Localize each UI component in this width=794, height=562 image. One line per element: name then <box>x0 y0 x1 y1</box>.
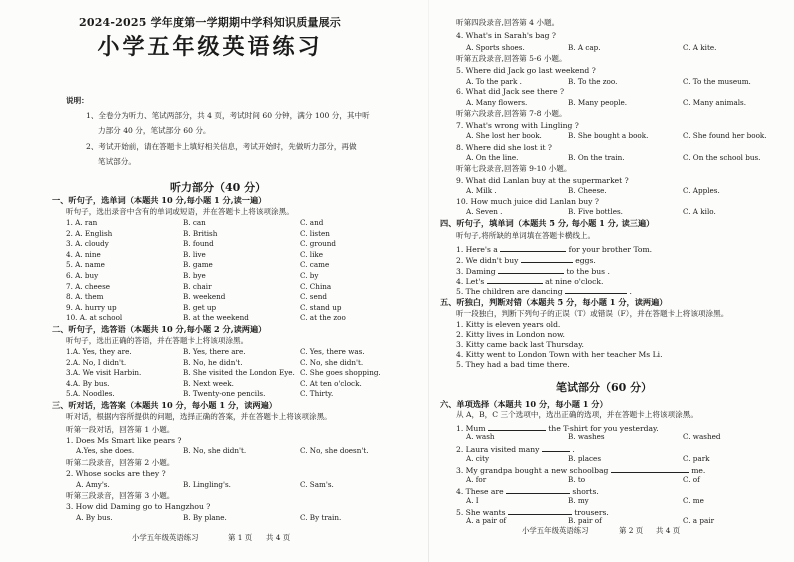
fill-blank-text: 2. We didn't buy <box>456 256 519 265</box>
question-text: 2. Whose socks are they ? <box>66 469 166 478</box>
answer-option: B. chair <box>183 281 212 291</box>
answer-option: A. By bus. <box>76 513 113 522</box>
answer-option: 1.A. Yes, they are. <box>66 347 132 356</box>
answer-blank[interactable] <box>498 266 564 274</box>
answer-blank[interactable] <box>611 465 689 473</box>
mc-question <box>456 465 705 475</box>
answer-blank[interactable] <box>506 486 570 494</box>
answer-option: B. By plane. <box>183 513 227 522</box>
answer-option: C. stand up <box>300 302 342 312</box>
answer-option: 2. A. English <box>66 228 113 238</box>
answer-option: 2.A. No, I didn't. <box>66 357 127 367</box>
answer-option: 3.A. We visit Harbin. <box>66 368 142 378</box>
fill-blank-text: 4. Let's <box>456 277 485 286</box>
question-text: me. <box>691 466 706 475</box>
section-2-desc: 听句子，选出正确的答语，并在答题卡上将该项涂黑。 <box>66 336 249 345</box>
answer-option: C. by <box>300 271 319 280</box>
answer-option: 5. A. name <box>66 260 105 270</box>
answer-option: C. No, she didn't. <box>300 357 364 367</box>
question-text: the T-shirt for you yesterday. <box>548 424 659 433</box>
answer-option: B. Five bottles. <box>568 207 623 216</box>
answer-option: C. Many animals. <box>683 98 747 107</box>
section-5-desc: 听一段独白，判断下列句子的正误（T）或错误（F），并在答题卡上将该项涂黑。 <box>456 309 729 318</box>
answer-option: 6. A. buy <box>66 271 99 280</box>
fill-blank-item <box>456 286 632 296</box>
dialog-intro: 听第五段录音,回答第 5-6 小题。 <box>456 54 567 63</box>
statement-item: 4. Kitty went to London Town with her teacher Ms Li. <box>456 350 663 359</box>
answer-option: B. game <box>183 260 213 270</box>
fill-blank-item <box>456 266 610 276</box>
footer-title: 小学五年级英语练习 <box>132 533 199 542</box>
question-text: 1. Does Ms Smart like pears ? <box>66 436 182 445</box>
fill-blank-text: 1. Here's a <box>456 245 498 254</box>
mc-question <box>456 486 599 496</box>
answer-option: C. China <box>300 281 332 291</box>
answer-option: C. a pair <box>683 516 715 525</box>
answer-option: C. A kite. <box>683 43 717 52</box>
answer-option: C. listen <box>300 228 330 238</box>
question-text: 5. Where did Jack go last weekend ? <box>456 66 596 75</box>
footer-page: 第 2 页 <box>619 526 644 535</box>
instruction-line: 力部分 40 分，笔试部分 60 分。 <box>98 126 211 135</box>
question-text: 1. Mum <box>456 424 486 433</box>
question-text: 6. What did Jack see there ? <box>456 87 565 96</box>
section-1-desc: 听句子，选出录音中含有的单词或短语，并在答题卡上将该项涂黑。 <box>66 207 294 216</box>
exam-subtitle: 2024-2025 学年度第一学期期中学科知识质量展示 <box>78 16 342 29</box>
answer-option: B. weekend <box>183 292 226 302</box>
fill-blank-text: at nine o'clock. <box>545 277 604 286</box>
answer-option: B. Yes, there are. <box>183 347 246 356</box>
answer-blank[interactable] <box>500 244 566 252</box>
dialog-intro: 听第六段录音,回答第 7-8 小题。 <box>456 109 567 118</box>
answer-option: B. found <box>183 239 214 249</box>
dialog-intro: 听第二段录音，回答第 2 小题。 <box>66 458 175 467</box>
answer-option: A. Many flowers. <box>466 98 528 107</box>
footer-page: 第 1 页 <box>228 533 253 542</box>
answer-option: C. and <box>300 218 324 227</box>
answer-option: C. washed <box>683 432 721 441</box>
section-5-title: 五、听独白，判断对错（本题共 5 分，每小题 1 分，读两遍） <box>440 297 668 307</box>
answer-blank[interactable] <box>508 507 572 515</box>
section-6-desc: 从 A，B，C 三个选项中，选出正确的选项，并在答题卡上将该项涂黑。 <box>456 410 698 419</box>
answer-option: B. British <box>183 228 218 238</box>
question-text: . <box>572 445 575 454</box>
answer-option: C. Yes, there was. <box>300 347 365 356</box>
answer-option: A. Milk . <box>466 186 497 195</box>
answer-option: B. Cheese. <box>568 186 607 195</box>
fill-blank-text: 3. Daming <box>456 267 496 276</box>
answer-option: C. Apples. <box>683 186 720 195</box>
answer-blank[interactable] <box>488 423 546 431</box>
answer-option: A. city <box>466 454 490 463</box>
dialog-intro: 听第七段录音,回答第 9-10 小题。 <box>456 164 572 173</box>
answer-option: C. send <box>300 292 327 302</box>
answer-option: 5.A. Noodles. <box>66 389 115 399</box>
answer-option: B. washes <box>568 432 605 441</box>
answer-option: C. like <box>300 249 324 259</box>
answer-option: B. No, she didn't. <box>183 446 247 455</box>
section-4-desc: 听句子,将所缺的单词填在答题卡横线上。 <box>456 231 596 240</box>
answer-blank[interactable] <box>565 286 627 294</box>
question-text: 3. My grandpa bought a new schoolbag <box>456 466 609 475</box>
answer-option: A. She lost her book. <box>466 131 542 140</box>
answer-option: 4. A. nine <box>66 249 101 259</box>
answer-option: C. At ten o'clock. <box>300 378 362 388</box>
section-6-title: 六、单项选择（本题共 10 分，每小题 1 分） <box>440 399 608 409</box>
fill-blank-text: for your brother Tom. <box>568 245 653 254</box>
footer-total: 共 4 页 <box>656 526 681 535</box>
question-text: 9. What did Lanlan buy at the supermarket ? <box>456 176 629 185</box>
section-3-title: 三、听对话，选答案（本题共 10 分，每小题 1 分，读两遍） <box>52 400 277 410</box>
instructions-label: 说明： <box>66 96 89 105</box>
answer-option: B. Next week. <box>183 378 234 388</box>
answer-option: 8. A. them <box>66 292 104 302</box>
section-3-desc: 听对话，根据内容所提供的问题，选择正确的答案，并在答题卡上将该项涂黑。 <box>66 412 332 421</box>
fill-blank-text: to the bus . <box>566 267 610 276</box>
answer-option: B. No, he didn't. <box>183 357 243 367</box>
question-text: 4. What's in Sarah's bag ? <box>456 31 556 40</box>
answer-option: B. She bought a book. <box>568 131 649 140</box>
answer-option: B. pair of <box>568 516 602 525</box>
answer-option: B. live <box>183 249 206 259</box>
answer-option: 4.A. By bus. <box>66 378 110 388</box>
answer-option: C. No, she doesn't. <box>300 446 369 455</box>
answer-option: 10. A. at school <box>66 313 123 323</box>
question-text: 7. What's wrong with Lingling ? <box>456 121 579 130</box>
answer-option: B. Twenty-one pencils. <box>183 389 266 399</box>
answer-blank[interactable] <box>542 444 570 452</box>
statement-item: 3. Kitty came back last Thursday. <box>456 340 584 349</box>
answer-option: A. wash <box>466 432 495 441</box>
answer-option: B. to <box>568 475 586 484</box>
answer-option: A. Seven . <box>466 207 503 216</box>
mc-question <box>456 444 575 454</box>
answer-option: C. Sam's. <box>300 480 334 489</box>
instruction-line: 1、全卷分为听力、笔试两部分，共 4 页，考试时间 60 分钟，满分 100 分，其中听 <box>86 111 370 120</box>
answer-option: A. Amy's. <box>76 480 110 489</box>
exam-title: 小学五年级英语练习 <box>97 34 323 60</box>
dialog-intro: 听第三段录音，回答第 3 小题。 <box>66 491 175 500</box>
fill-blank-item <box>456 276 603 286</box>
answer-option: B. my <box>568 496 589 505</box>
question-text: 8. Where did she lost it ? <box>456 143 552 152</box>
answer-option: A.Yes, she does. <box>76 446 135 455</box>
section-2-title: 二、听句子，选答语（本题共 10 分,每小题 2 分,读两遍） <box>52 324 267 334</box>
answer-option: A. a pair of <box>466 516 507 525</box>
answer-option: B. Lingling's. <box>183 480 231 489</box>
answer-option: C. On the school bus. <box>683 153 761 162</box>
answer-option: A. I <box>466 496 479 505</box>
section-4-title: 四、听句子，填单词（本题共 5 分, 每小题 1 分, 读三遍） <box>440 218 655 228</box>
answer-option: B. get up <box>183 302 217 312</box>
answer-blank[interactable] <box>521 255 573 263</box>
instruction-line: 笔试部分。 <box>98 157 136 166</box>
answer-option: C. park <box>683 454 710 463</box>
answer-option: C. of <box>683 475 700 484</box>
page-fold <box>428 0 429 562</box>
listening-heading: 听力部分（40 分） <box>170 181 267 194</box>
statement-item: 1. Kitty is eleven years old. <box>456 320 561 329</box>
answer-option: A. for <box>466 475 487 484</box>
statement-item: 2. Kitty lives in London now. <box>456 330 565 339</box>
answer-option: C. ground <box>300 239 337 249</box>
answer-option: A. Sports shoes. <box>466 43 525 52</box>
answer-option: B. She visited the London Eye. <box>183 368 295 378</box>
dialog-intro: 听第一段对话，回答第 1 小题。 <box>66 425 175 434</box>
answer-option: B. bye <box>183 271 206 280</box>
answer-option: B. at the weekend <box>183 313 249 323</box>
question-text: 5. She wants <box>456 508 506 517</box>
answer-option: B. To the zoo. <box>568 77 618 86</box>
written-heading: 笔试部分（60 分） <box>556 381 653 394</box>
answer-option: B. places <box>568 454 602 463</box>
question-text: shorts. <box>572 487 599 496</box>
answer-option: 3. A. cloudy <box>66 239 109 249</box>
instruction-line: 2、考试开始前，请在答题卡上填好相关信息，考试开始时，先做听力部分，再做 <box>86 142 357 151</box>
fill-blank-text: . <box>629 287 632 296</box>
answer-option: A. To the park . <box>466 77 522 86</box>
footer-total: 共 4 页 <box>266 533 291 542</box>
question-text: 3. How did Daming go to Hangzhou ? <box>66 502 211 511</box>
answer-option: 1. A. ran <box>66 218 98 227</box>
statement-item: 5. They had a bad time there. <box>456 360 570 369</box>
answer-blank[interactable] <box>487 276 543 284</box>
fill-blank-text: 5. The children are dancing <box>456 287 563 296</box>
answer-option: C. me <box>683 496 704 505</box>
fill-blank-text: eggs. <box>575 256 596 265</box>
answer-option: C. To the museum. <box>683 77 751 86</box>
fill-blank-item <box>456 244 652 254</box>
answer-option: C. She goes shopping. <box>300 368 381 378</box>
footer-title: 小学五年级英语练习 <box>522 526 589 535</box>
answer-option: A. On the line. <box>466 153 519 162</box>
answer-option: B. Many people. <box>568 98 628 107</box>
section-1-title: 一、听句子，选单词（本题共 10 分,每小题 1 分,读一遍） <box>52 195 267 205</box>
answer-option: C. By train. <box>300 513 342 522</box>
question-text: 10. How much juice did Lanlan buy ? <box>456 197 599 206</box>
answer-option: C. came <box>300 260 330 270</box>
dialog-intro: 听第四段录音,回答第 4 小题。 <box>456 18 560 27</box>
answer-option: 9. A. hurry up <box>66 302 117 312</box>
answer-option: C. Thirty. <box>300 389 334 399</box>
answer-option: C. She found her book. <box>683 131 767 140</box>
answer-option: B. On the train. <box>568 153 625 162</box>
question-text: trousers. <box>574 508 609 517</box>
answer-option: B. can <box>183 218 206 227</box>
question-text: 4. These are <box>456 487 504 496</box>
answer-option: 7. A. cheese <box>66 281 111 291</box>
answer-option: B. A cap. <box>568 43 601 52</box>
answer-option: C. A kilo. <box>683 207 716 216</box>
fill-blank-item <box>456 255 596 265</box>
answer-option: C. at the zoo <box>300 313 346 323</box>
question-text: 2. Laura visited many <box>456 445 540 454</box>
